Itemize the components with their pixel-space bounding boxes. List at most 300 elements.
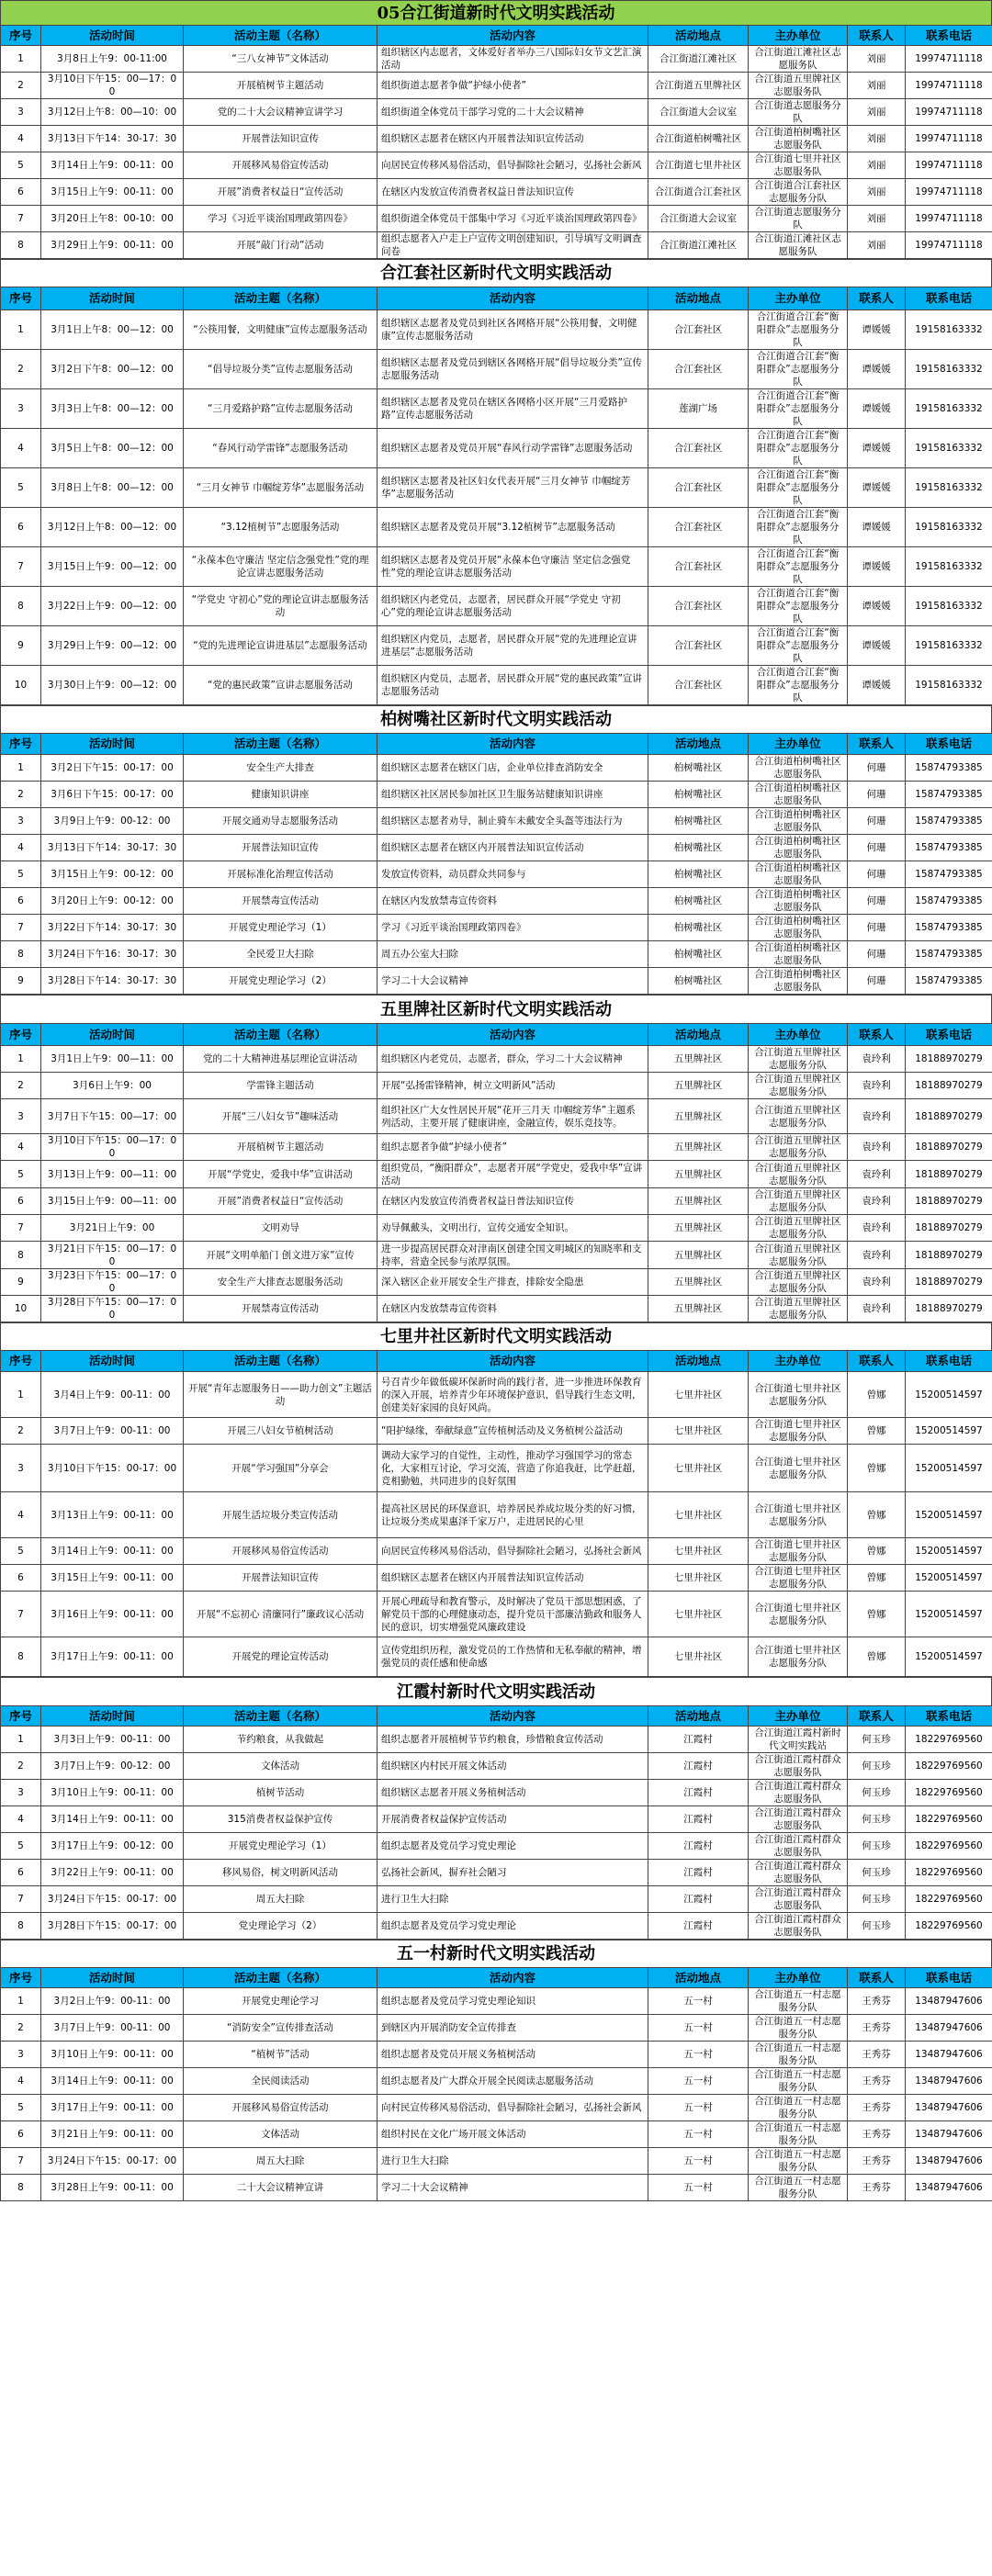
col-index: 1 [1, 1046, 41, 1073]
table-row [1, 232, 992, 259]
col-contact: 何珊 [848, 755, 906, 782]
col-time: 3月24日下午15：00-17：00 [41, 2148, 184, 2175]
col-theme: 开展“文明单船门 创文进万家”宣传 [184, 1242, 378, 1269]
col-organizer: 合江街道合江套“衡阳群众”志愿服务分队 [749, 666, 848, 705]
col-phone: 18229769560 [906, 1860, 992, 1886]
col-time: 3月21日上午9：00 [41, 1215, 184, 1242]
col-index: 2 [1, 73, 41, 99]
table-row [1, 389, 992, 429]
header-col-content: 活动内容 [378, 287, 648, 310]
col-organizer: 合江街道五里牌社区志愿服务分队 [749, 1073, 848, 1099]
table-row [1, 1046, 992, 1073]
col-content: 组织街道全体党员干部集中学习《习近平谈治国理政第四卷》 [378, 206, 648, 232]
header-col-contact: 联系人 [848, 1351, 906, 1372]
col-index: 8 [1, 1637, 41, 1677]
col-index: 6 [1, 2121, 41, 2148]
col-organizer: 合江街道五里牌社区志愿服务队 [749, 73, 848, 99]
table-row [1, 547, 992, 587]
col-organizer: 合江街道柏树嘴社区志愿服务队 [749, 861, 848, 888]
section-title: 五里牌社区新时代文明实践活动 [0, 995, 992, 1023]
col-content: 向村民宣传移风易俗活动，倡导摒除社会陋习，弘扬社会新风 [378, 2095, 648, 2121]
col-content: 组织辖区志愿者在辖区内开展普法知识宣传活动 [378, 835, 648, 861]
col-time: 3月17日上午9：00-11：00 [41, 1637, 184, 1677]
col-index: 5 [1, 861, 41, 888]
col-organizer: 合江街道江霞村群众志愿服务队 [749, 1913, 848, 1940]
col-theme: 周五大扫除 [184, 1886, 378, 1913]
table-row [1, 2175, 992, 2201]
col-index: 1 [1, 1988, 41, 2015]
col-location: 五里牌社区 [648, 1188, 749, 1215]
table-row [1, 468, 992, 508]
col-organizer: 合江街道五里牌社区志愿服务分队 [749, 1188, 848, 1215]
col-contact: 袁玲利 [848, 1188, 906, 1215]
table-row [1, 755, 992, 782]
col-phone: 15874793385 [906, 808, 992, 835]
col-location: 合江套社区 [648, 429, 749, 468]
col-index: 8 [1, 941, 41, 968]
col-location: 五一村 [648, 2148, 749, 2175]
col-theme: “永葆本色守廉洁 坚定信念强党性”党的理论宣讲志愿服务活动 [184, 547, 378, 587]
col-organizer: 合江街道七里井社区志愿服务分队 [749, 1592, 848, 1637]
col-theme: 开展党史理论学习 [184, 1988, 378, 2015]
col-location: 合江街道柏树嘴社区 [648, 126, 749, 152]
col-phone: 15874793385 [906, 755, 992, 782]
col-theme: 开展移风易俗宣传活动 [184, 1538, 378, 1565]
col-theme: 学雷锋主题活动 [184, 1073, 378, 1099]
col-index: 7 [1, 206, 41, 232]
col-time: 3月30日上午9：00—12：00 [41, 666, 184, 705]
table-header-row [1, 26, 992, 46]
col-phone: 19158163332 [906, 626, 992, 666]
col-location: 合江套社区 [648, 310, 749, 350]
col-index: 5 [1, 2095, 41, 2121]
header-col-theme: 活动主题（名称） [184, 26, 378, 46]
table-row [1, 126, 992, 152]
col-location: 五一村 [648, 2068, 749, 2095]
col-location: 江霞村 [648, 1860, 749, 1886]
col-content: 学习《习近平谈治国理政第四卷》 [378, 915, 648, 941]
header-col-theme: 活动主题（名称） [184, 1706, 378, 1727]
col-location: 合江街道江滩社区 [648, 232, 749, 259]
col-content: 组织辖区内党员，志愿者，居民群众开展“党的惠民政策”宣讲志愿服务活动 [378, 666, 648, 705]
col-contact: 王秀芬 [848, 2015, 906, 2042]
col-location: 七里井社区 [648, 1592, 749, 1637]
col-contact: 何珊 [848, 861, 906, 888]
col-contact: 谭媛媛 [848, 626, 906, 666]
table-header-row [1, 1351, 992, 1372]
header-col-contact: 联系人 [848, 734, 906, 755]
col-index: 2 [1, 782, 41, 808]
col-location: 五里牌社区 [648, 1269, 749, 1296]
col-contact: 何玉珍 [848, 1886, 906, 1913]
col-content: 组织志愿者及党员学习党史理论 [378, 1833, 648, 1860]
col-organizer: 合江街道柏树嘴社区志愿服务队 [749, 782, 848, 808]
col-theme: 开展“学党史，爱我中华”宣讲活动 [184, 1161, 378, 1188]
col-organizer: 合江街道合江套“衡阳群众”志愿服务分队 [749, 508, 848, 547]
col-contact: 王秀芬 [848, 1988, 906, 2015]
table-header-row [1, 734, 992, 755]
col-time: 3月5日上午8：00—12：00 [41, 429, 184, 468]
col-phone: 18188970279 [906, 1161, 992, 1188]
col-phone: 13487947606 [906, 2068, 992, 2095]
col-time: 3月17日上午9：00-11：00 [41, 2095, 184, 2121]
col-location: 七里井社区 [648, 1492, 749, 1538]
col-index: 2 [1, 1418, 41, 1445]
col-index: 8 [1, 2175, 41, 2201]
table-row [1, 915, 992, 941]
table-row [1, 1492, 992, 1538]
col-location: 五里牌社区 [648, 1099, 749, 1134]
col-location: 七里井社区 [648, 1538, 749, 1565]
col-location: 合江街道五里牌社区 [648, 73, 749, 99]
col-location: 江霞村 [648, 1780, 749, 1806]
col-phone: 15874793385 [906, 915, 992, 941]
col-content: 在辖区内发放禁毒宣传资料 [378, 1296, 648, 1322]
col-index: 2 [1, 1753, 41, 1780]
col-location: 江霞村 [648, 1886, 749, 1913]
col-index: 1 [1, 1372, 41, 1418]
table-row [1, 1565, 992, 1592]
table-row [1, 1727, 992, 1753]
col-organizer: 合江街道五一村志愿服务分队 [749, 2095, 848, 2121]
table-row [1, 861, 992, 888]
col-content: 开展心理疏导和教育警示，及时解决了党员干部思想困惑，了解党员干部的心理健康动态，提升党员干部廉洁勤政和服务人民的意识，切实增强党风廉政建设 [378, 1592, 648, 1637]
col-content: 组织党员，“衡阳群众”，志愿者开展“学党史，爱我中华”宣讲活动 [378, 1161, 648, 1188]
col-contact: 谭媛媛 [848, 666, 906, 705]
header-col-organizer: 主办单位 [749, 1706, 848, 1727]
col-index: 3 [1, 1780, 41, 1806]
col-index: 1 [1, 46, 41, 73]
col-contact: 袁玲利 [848, 1296, 906, 1322]
header-col-index: 序号 [1, 1968, 41, 1988]
header-col-phone: 联系电话 [906, 1968, 992, 1988]
header-col-contact: 联系人 [848, 26, 906, 46]
col-index: 7 [1, 1886, 41, 1913]
col-organizer: 合江街道合江套“衡阳群众”志愿服务分队 [749, 547, 848, 587]
col-phone: 19158163332 [906, 389, 992, 429]
col-phone: 19974711118 [906, 46, 992, 73]
table-row [1, 1215, 992, 1242]
col-time: 3月28日上午9：00-11：00 [41, 2175, 184, 2201]
col-contact: 王秀芬 [848, 2068, 906, 2095]
col-content: 组织辖区内老党员，志愿者，居民群众开展“学党史 守初心”党的理论宣讲志愿服务活动 [378, 587, 648, 626]
col-contact: 曾娜 [848, 1372, 906, 1418]
col-organizer: 合江街道五里牌社区志愿服务分队 [749, 1242, 848, 1269]
col-location: 合江套社区 [648, 587, 749, 626]
header-col-phone: 联系电话 [906, 734, 992, 755]
col-time: 3月13日上午9：00—11：00 [41, 1161, 184, 1188]
col-index: 4 [1, 835, 41, 861]
col-content: 进一步提高居民群众对津南区创建全国文明城区的知晓率和支持率，营造全民参与浓厚氛围。 [378, 1242, 648, 1269]
header-col-index: 序号 [1, 287, 41, 310]
col-theme: 开展禁毒宣传活动 [184, 888, 378, 915]
col-organizer: 合江街道柏树嘴社区志愿服务队 [749, 888, 848, 915]
col-location: 五里牌社区 [648, 1215, 749, 1242]
col-organizer: 合江街道五一村志愿服务分队 [749, 2121, 848, 2148]
col-phone: 15874793385 [906, 861, 992, 888]
table-row [1, 206, 992, 232]
col-location: 柏树嘴社区 [648, 915, 749, 941]
col-phone: 18229769560 [906, 1727, 992, 1753]
col-time: 3月14日上午9：00-11：00 [41, 1538, 184, 1565]
col-location: 合江套社区 [648, 547, 749, 587]
col-organizer: 合江街道志愿服务分队 [749, 206, 848, 232]
col-organizer: 合江街道合江套“衡阳群众”志愿服务分队 [749, 389, 848, 429]
header-col-phone: 联系电话 [906, 287, 992, 310]
col-contact: 刘丽 [848, 179, 906, 206]
col-time: 3月20日上午8：00-10：00 [41, 206, 184, 232]
col-index: 6 [1, 1188, 41, 1215]
col-theme: 开展标准化治理宣传活动 [184, 861, 378, 888]
col-theme: 开展三八妇女节植树活动 [184, 1418, 378, 1445]
col-index: 7 [1, 1592, 41, 1637]
col-organizer: 合江街道七里井社区志愿服务分队 [749, 1565, 848, 1592]
col-location: 合江街道合江套社区 [648, 179, 749, 206]
header-col-time: 活动时间 [41, 287, 184, 310]
col-index: 6 [1, 1860, 41, 1886]
col-phone: 18188970279 [906, 1046, 992, 1073]
col-index: 6 [1, 1565, 41, 1592]
col-phone: 19974711118 [906, 179, 992, 206]
col-content: 组织志愿者开展植树节节约粮食，珍惜粮食宣传活动 [378, 1727, 648, 1753]
col-content: 组织辖区志愿者在辖区内开展普法知识宣传活动 [378, 1565, 648, 1592]
col-index: 2 [1, 1073, 41, 1099]
col-location: 柏树嘴社区 [648, 861, 749, 888]
table-row [1, 587, 992, 626]
header-col-index: 序号 [1, 1351, 41, 1372]
table-row [1, 1269, 992, 1296]
col-time: 3月14日上午9：00-11：00 [41, 152, 184, 179]
col-time: 3月29日上午9：00-11：00 [41, 232, 184, 259]
table-row [1, 1753, 992, 1780]
col-theme: 开展“敲门行动”活动 [184, 232, 378, 259]
col-organizer: 合江街道五一村志愿服务分队 [749, 2175, 848, 2201]
col-content: 学习二十大会议精神 [378, 968, 648, 995]
header-col-phone: 联系电话 [906, 1351, 992, 1372]
section-title: 05合江街道新时代文明实践活动 [0, 0, 992, 25]
col-phone: 15874793385 [906, 782, 992, 808]
header-col-time: 活动时间 [41, 1706, 184, 1727]
col-location: 七里井社区 [648, 1565, 749, 1592]
col-location: 七里井社区 [648, 1445, 749, 1492]
table-row [1, 310, 992, 350]
col-theme: 开展“学习强国”分享会 [184, 1445, 378, 1492]
col-index: 1 [1, 310, 41, 350]
col-index: 5 [1, 152, 41, 179]
col-time: 3月7日上午9：00-12：00 [41, 1753, 184, 1780]
header-col-time: 活动时间 [41, 734, 184, 755]
col-contact: 曾娜 [848, 1592, 906, 1637]
col-index: 4 [1, 1492, 41, 1538]
col-phone: 13487947606 [906, 2095, 992, 2121]
col-theme: 安全生产大排查志愿服务活动 [184, 1269, 378, 1296]
col-contact: 谭媛媛 [848, 350, 906, 389]
col-phone: 18188970279 [906, 1242, 992, 1269]
col-theme: 文体活动 [184, 1753, 378, 1780]
col-phone: 15874793385 [906, 941, 992, 968]
col-content: 组织志愿者入户走上户宣传文明创建知识，引导填写文明调查问卷 [378, 232, 648, 259]
col-theme: 健康知识讲座 [184, 782, 378, 808]
col-organizer: 合江街道合江套“衡阳群众”志愿服务分队 [749, 468, 848, 508]
col-contact: 刘丽 [848, 126, 906, 152]
col-theme: “党的先进理论宣讲进基层”志愿服务活动 [184, 626, 378, 666]
col-contact: 刘丽 [848, 152, 906, 179]
header-col-location: 活动地点 [648, 1024, 749, 1046]
table-row [1, 1913, 992, 1940]
col-theme: 安全生产大排查 [184, 755, 378, 782]
col-phone: 15200514597 [906, 1372, 992, 1418]
col-index: 8 [1, 232, 41, 259]
col-phone: 18229769560 [906, 1753, 992, 1780]
col-content: 组织辖区志愿者及社区妇女代表开展“三月女神节 巾帼绽芳华”志愿服务活动 [378, 468, 648, 508]
header-col-content: 活动内容 [378, 1706, 648, 1727]
col-contact: 谭媛媛 [848, 587, 906, 626]
col-index: 3 [1, 808, 41, 835]
col-organizer: 合江街道七里井社区志愿服务分队 [749, 1445, 848, 1492]
col-contact: 何玉珍 [848, 1806, 906, 1833]
col-content: 开展“弘扬雷锋精神，树立文明新风”活动 [378, 1073, 648, 1099]
header-col-index: 序号 [1, 1706, 41, 1727]
col-content: 向居民宣传移风易俗活动，倡导摒除社会陋习，弘扬社会新风 [378, 152, 648, 179]
col-content: 组织村民在文化广场开展文体活动 [378, 2121, 648, 2148]
col-location: 合江套社区 [648, 468, 749, 508]
header-col-phone: 联系电话 [906, 26, 992, 46]
header-col-theme: 活动主题（名称） [184, 287, 378, 310]
col-phone: 19974711118 [906, 232, 992, 259]
col-organizer: 合江街道志愿服务分队 [749, 99, 848, 126]
col-phone: 18229769560 [906, 1886, 992, 1913]
table-row [1, 1073, 992, 1099]
col-time: 3月22日下午14：30-17：30 [41, 915, 184, 941]
col-time: 3月15日上午9：00-12：00 [41, 861, 184, 888]
col-phone: 18229769560 [906, 1913, 992, 1940]
col-contact: 袁玲利 [848, 1269, 906, 1296]
col-organizer: 合江街道合江套社区志愿服务分队 [749, 179, 848, 206]
col-location: 柏树嘴社区 [648, 808, 749, 835]
col-index: 8 [1, 1913, 41, 1940]
col-phone: 18188970279 [906, 1269, 992, 1296]
col-theme: 文明劝导 [184, 1215, 378, 1242]
col-location: 五一村 [648, 1988, 749, 2015]
col-content: 组织辖区志愿者劝导，制止骑车未戴安全头盔等违法行为 [378, 808, 648, 835]
col-time: 3月21日下午15：00—17：00 [41, 1242, 184, 1269]
col-index: 9 [1, 626, 41, 666]
col-contact: 王秀芬 [848, 2148, 906, 2175]
col-organizer: 合江街道五里牌社区志愿服务分队 [749, 1215, 848, 1242]
col-organizer: 合江街道五一村志愿服务分队 [749, 2042, 848, 2068]
header-col-contact: 联系人 [848, 287, 906, 310]
col-time: 3月3日上午9：00-11：00 [41, 1727, 184, 1753]
col-theme: “倡导垃圾分类”宣传志愿服务活动 [184, 350, 378, 389]
col-phone: 13487947606 [906, 2175, 992, 2201]
col-location: 江霞村 [648, 1727, 749, 1753]
col-location: 柏树嘴社区 [648, 941, 749, 968]
col-index: 10 [1, 666, 41, 705]
table-row [1, 2148, 992, 2175]
col-location: 五里牌社区 [648, 1296, 749, 1322]
col-content: 组织辖区内村民开展文体活动 [378, 1753, 648, 1780]
table-row [1, 429, 992, 468]
col-organizer: 合江街道五里牌社区志愿服务分队 [749, 1269, 848, 1296]
header-col-organizer: 主办单位 [749, 734, 848, 755]
table-row [1, 1886, 992, 1913]
col-theme: 开展普法知识宣传 [184, 126, 378, 152]
header-col-contact: 联系人 [848, 1968, 906, 1988]
table-row [1, 1372, 992, 1418]
table-row [1, 1780, 992, 1806]
col-index: 10 [1, 1296, 41, 1322]
col-content: 组织辖区志愿者及党员到辖区各网格开展“倡导垃圾分类”宣传志愿服务活动 [378, 350, 648, 389]
header-col-phone: 联系电话 [906, 1024, 992, 1046]
col-contact: 曾娜 [848, 1637, 906, 1677]
header-col-index: 序号 [1, 1024, 41, 1046]
col-time: 3月4日上午9：00-11：00 [41, 1372, 184, 1418]
col-organizer: 合江街道江霞村群众志愿服务队 [749, 1780, 848, 1806]
col-time: 3月23日下午15：00—17：00 [41, 1269, 184, 1296]
col-location: 五一村 [648, 2095, 749, 2121]
col-time: 3月9日上午9：00-12：00 [41, 808, 184, 835]
col-theme: “春风行动学雷锋”志愿服务活动 [184, 429, 378, 468]
col-phone: 19158163332 [906, 666, 992, 705]
header-col-location: 活动地点 [648, 287, 749, 310]
header-col-location: 活动地点 [648, 1351, 749, 1372]
section-title: 五一村新时代文明实践活动 [0, 1940, 992, 1967]
activity-table [0, 1023, 992, 1322]
table-row [1, 2042, 992, 2068]
col-location: 五一村 [648, 2121, 749, 2148]
col-theme: 党的二十大精神进基层理论宣讲活动 [184, 1046, 378, 1073]
col-index: 7 [1, 547, 41, 587]
col-phone: 15874793385 [906, 888, 992, 915]
col-contact: 刘丽 [848, 206, 906, 232]
col-phone: 19158163332 [906, 508, 992, 547]
col-theme: “三月女神节 巾帼绽芳华”志愿服务活动 [184, 468, 378, 508]
col-index: 6 [1, 508, 41, 547]
col-time: 3月10日下午15：00-17：00 [41, 1445, 184, 1492]
col-organizer: 合江街道合江套“衡阳群众”志愿服务分队 [749, 310, 848, 350]
col-phone: 18188970279 [906, 1188, 992, 1215]
col-time: 3月29日上午9：00—12：00 [41, 626, 184, 666]
col-theme: 全民爱卫大扫除 [184, 941, 378, 968]
col-contact: 何珊 [848, 941, 906, 968]
col-index: 1 [1, 755, 41, 782]
col-phone: 19158163332 [906, 429, 992, 468]
table-row [1, 1538, 992, 1565]
table-row [1, 2015, 992, 2042]
header-col-theme: 活动主题（名称） [184, 1351, 378, 1372]
col-organizer: 合江街道江霞村群众志愿服务队 [749, 1860, 848, 1886]
col-time: 3月22日上午9：00-11：00 [41, 1860, 184, 1886]
col-index: 9 [1, 1269, 41, 1296]
col-contact: 袁玲利 [848, 1215, 906, 1242]
col-time: 3月14日上午9：00-11：00 [41, 1806, 184, 1833]
col-content: 组织辖区志愿者在辖区内开展普法知识宣传活动 [378, 126, 648, 152]
col-time: 3月8日上午8：00—12：00 [41, 468, 184, 508]
col-phone: 19158163332 [906, 468, 992, 508]
col-theme: 开展”消费者权益日“宣传活动 [184, 179, 378, 206]
col-contact: 曾娜 [848, 1565, 906, 1592]
col-time: 3月28日下午15：00-17：00 [41, 1913, 184, 1940]
col-phone: 13487947606 [906, 1988, 992, 2015]
col-theme: 移风易俗，树文明新风活动 [184, 1860, 378, 1886]
col-content: 组织辖区志愿者及党员到社区各网格开展“公筷用餐，文明健康”宣传志愿服务活动 [378, 310, 648, 350]
col-theme: 开展党的理论宣传活动 [184, 1637, 378, 1677]
col-theme: 学习《习近平谈治国理政第四卷》 [184, 206, 378, 232]
activity-table [0, 287, 992, 705]
col-location: 合江街道大会议室 [648, 99, 749, 126]
col-contact: 何玉珍 [848, 1913, 906, 1940]
col-time: 3月22日上午9：00—12：00 [41, 587, 184, 626]
